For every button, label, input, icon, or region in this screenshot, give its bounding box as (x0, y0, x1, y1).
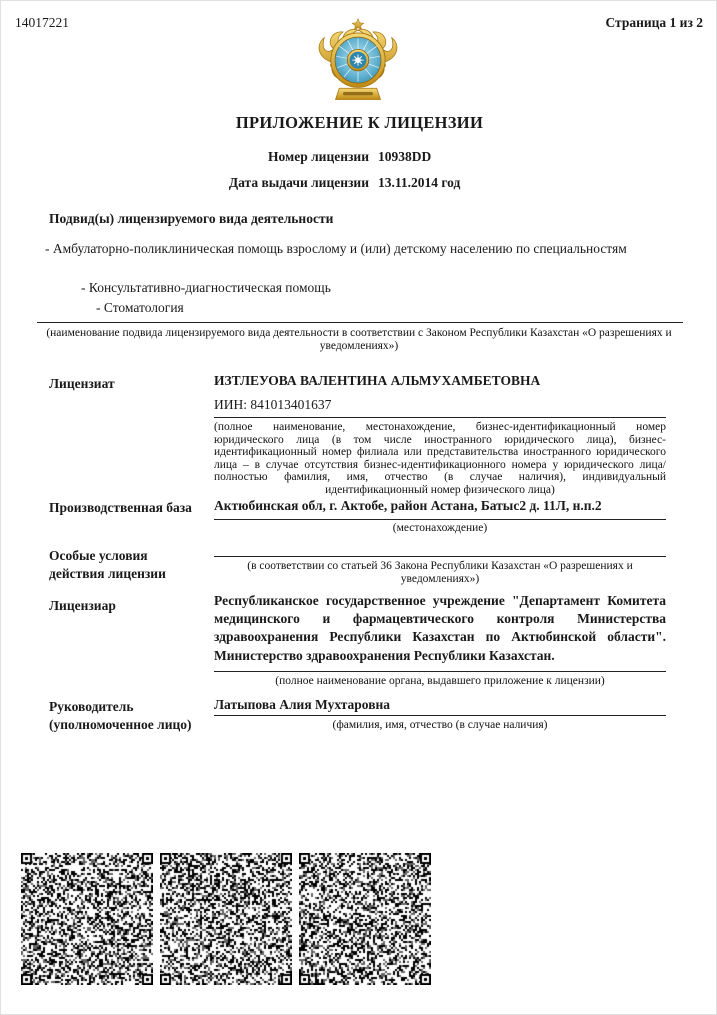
license-date-label: Дата выдачи лицензии (228, 175, 369, 190)
licensee-iin: ИИН: 841013401637 (214, 397, 332, 412)
subtypes-heading: Подвид(ы) лицензируемого вида деятельности (49, 211, 334, 226)
licensee-label: Лицензиат (49, 376, 115, 391)
subtype-item: - Консультативно-диагностическая помощь (81, 280, 331, 296)
license-number-label: Номер лицензии (268, 149, 369, 164)
licensee-name: ИЗТЛЕУОВА ВАЛЕНТИНА АЛЬМУХАМБЕТОВНА (214, 373, 541, 388)
head-label: Руководитель (уполномоченное лицо) (49, 699, 192, 732)
production-base-label: Производственная база (49, 500, 192, 515)
license-number-value: 10938DD (378, 149, 432, 164)
divider-line (214, 671, 666, 672)
production-base-caption: (местонахождение) (392, 522, 488, 534)
special-conditions-label: Особые условия действия лицензии (49, 548, 166, 581)
kazakhstan-coat-of-arms-icon (311, 17, 405, 107)
licensee-caption: (полное наименование, местонахождение, бизнес-идентификационный номер юридического лица (в том числе иностранного юридического лица), бизнес-идентификационный номер филиала или представительства иностранного юридического лица – в случае отсутствия бизнес-идентификационного номера у юридического лица/полностью фамилия, имя, отчество (в случае наличия), индивидуальный идентификационный номер физического лица) (214, 421, 666, 496)
license-number-row (1, 149, 717, 165)
qr-code (299, 853, 431, 985)
subtype-item: - Стоматология (96, 300, 184, 316)
subtype-item: - Амбулаторно-поликлиническая помощь взрослому и (или) детскому населению по специальностям (45, 241, 627, 257)
page-indicator: Страница 1 из 2 (605, 15, 703, 30)
special-conditions-caption: (в соответствии со статьей 36 Закона Республики Казахстан «О разрешениях и уведомлениях») (247, 560, 633, 585)
divider-line (214, 519, 666, 520)
licensor-label: Лицензиар (49, 598, 116, 613)
head-value: Латыпова Алия Мухтаровна (214, 697, 391, 712)
licensor-caption: (полное наименование органа, выдавшего приложение к лицензии) (275, 675, 605, 687)
qr-code (21, 853, 153, 985)
document-number: 14017221 (15, 15, 69, 30)
subtypes-caption: (наименование подвида лицензируемого вида деятельности в соответствии с Законом Республики Казахстан «О разрешениях и уведомлениях») (46, 327, 672, 352)
licensor-value: Республиканское государственное учреждение "Департамент Комитета медицинского и фармацевтического контроля Министерства здравоохранения Республики Казахстан по Актюбинской области". Министерство здравоохранения Республики Казахстан. (214, 593, 666, 663)
head-caption: (фамилия, имя, отчество (в случае наличия) (332, 719, 548, 731)
divider-line (214, 556, 666, 557)
divider-line (214, 715, 666, 716)
page-title: ПРИЛОЖЕНИЕ К ЛИЦЕНЗИИ (235, 113, 484, 132)
license-date-value: 13.11.2014 год (378, 175, 461, 190)
production-base-value: Актюбинская обл, г. Актобе, район Астана, Батыс2 д. 11Л, н.п.2 (214, 498, 602, 513)
qr-code (160, 853, 292, 985)
license-date-row (1, 175, 717, 191)
divider-line (214, 417, 666, 418)
divider-line (37, 322, 683, 323)
